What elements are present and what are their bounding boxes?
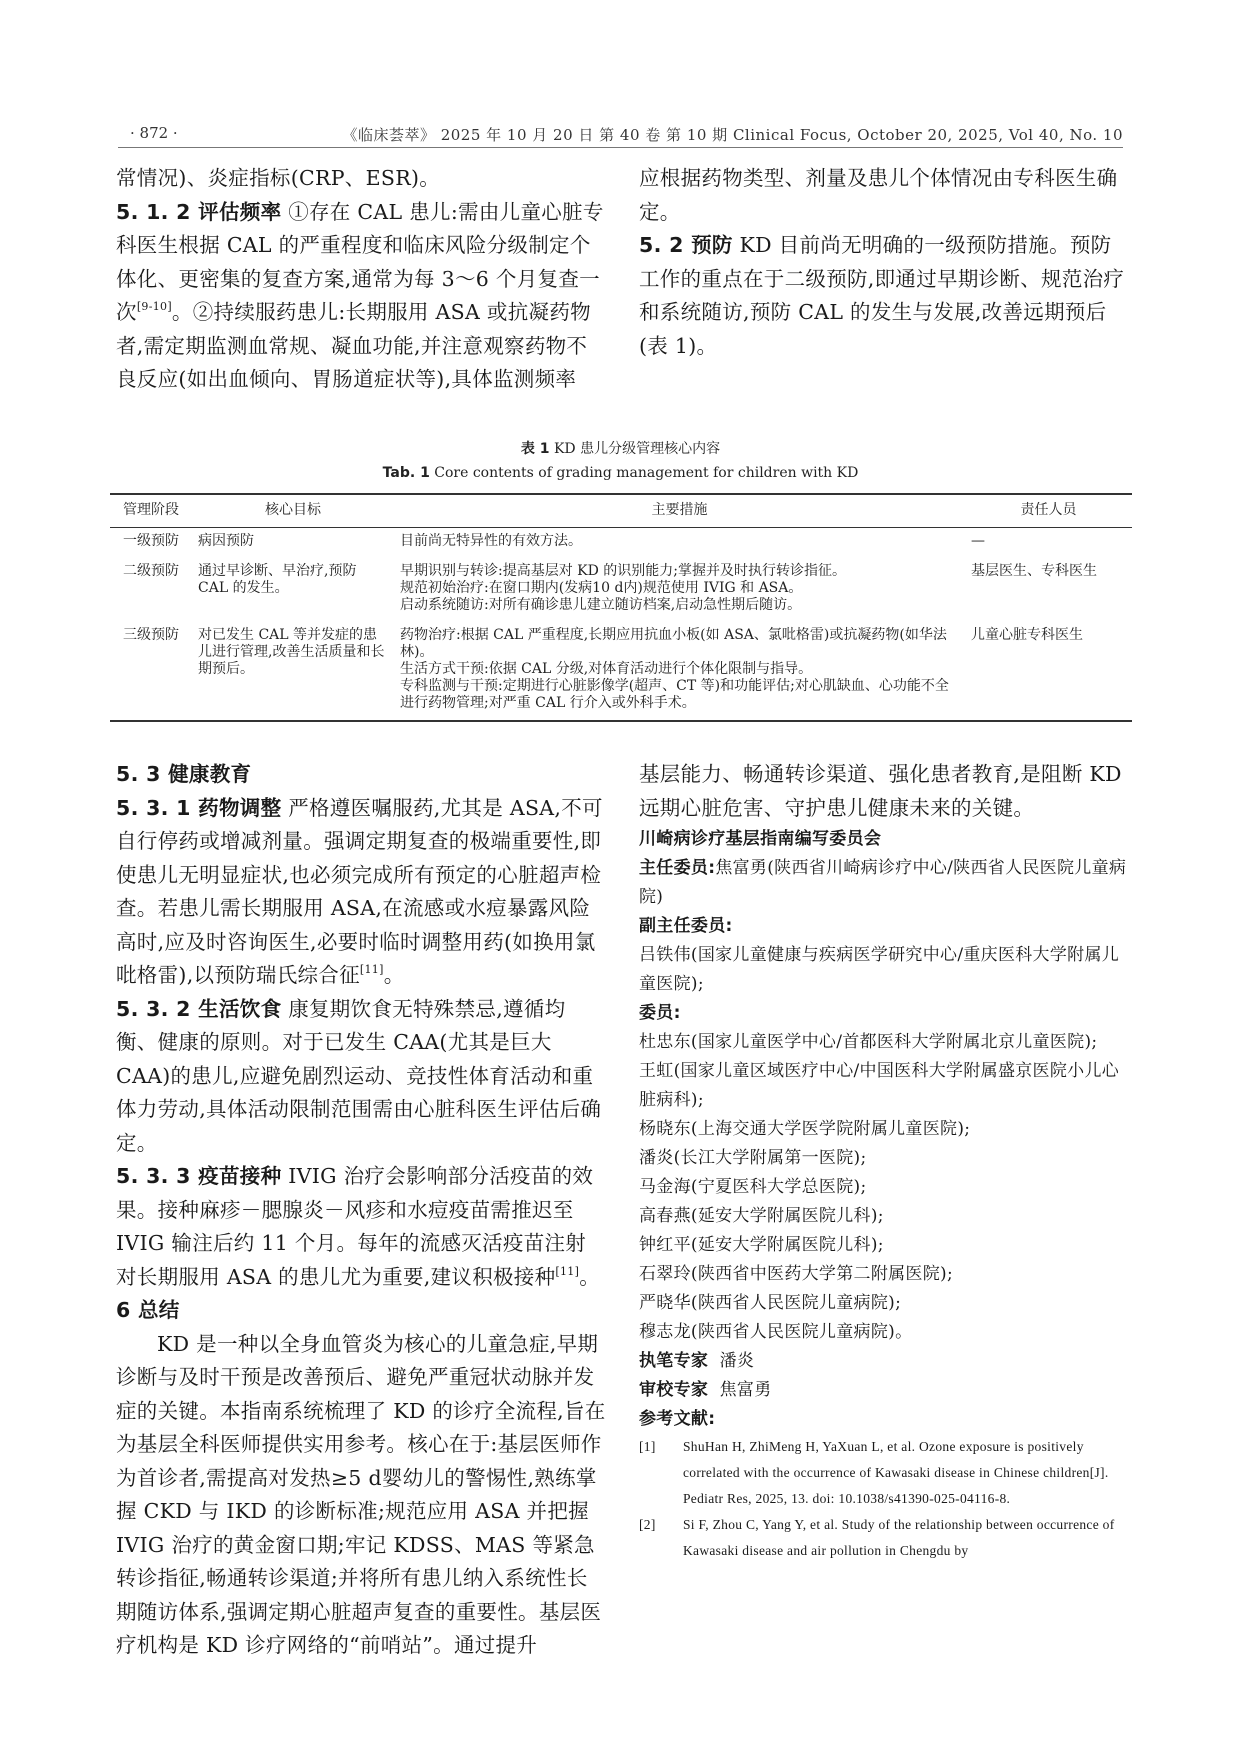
writer-label: 执笔专家 bbox=[639, 1351, 709, 1371]
table-row bbox=[110, 622, 1132, 721]
measures-cell bbox=[394, 622, 965, 721]
section-5-1-2 bbox=[116, 196, 606, 397]
measure-line: 规范初始治疗:在窗口期内(发病10 d内)规范使用 IVIG 和 ASA。 bbox=[400, 580, 803, 596]
table-caption-en bbox=[0, 465, 1241, 481]
committee-title: 川崎病诊疗基层指南编写委员会 bbox=[639, 829, 882, 849]
column-header: 管理阶段 bbox=[110, 494, 192, 528]
section-5-3-1 bbox=[116, 792, 606, 993]
measure-line: 药物治疗:根据 CAL 严重程度,长期应用抗血小板(如 ASA、氯吡格雷)或抗凝药物(如华法林)。 bbox=[400, 627, 947, 660]
bottom-left-column bbox=[116, 758, 606, 1663]
paragraph: 基层能力、畅通转诊渠道、强化患者教育,是阻断 KD 远期心脏危害、守护患儿健康未来的关键。 bbox=[639, 762, 1122, 820]
section-text: ①存在 CAL 患儿:需由儿童心脏专科医生根据 CAL 的严重程度和临床风险分级制定个体化、更密集的复查方案,通常为每 3～6 个月复查一次 bbox=[116, 199, 604, 324]
measures-cell bbox=[394, 528, 965, 559]
section-heading: 5. 3. 1 药物调整 bbox=[116, 795, 282, 820]
reference-text: ShuHan H, ZhiMeng H, YaXuan L, et al. Ozone exposure is positively correlated with the occurrence of Kawasaki disease in Chinese children[J]. Pediatr Res, 2025, 13. doi: 10.1038/s41390-025-04116-8. bbox=[683, 1439, 1109, 1506]
member-entry: 王虹(国家儿童区域医疗中心/中国医科大学附属盛京医院小儿心脏病科); bbox=[639, 1061, 1120, 1110]
measure-line: 启动系统随访:对所有确诊患儿建立随访档案,启动急性期后随访。 bbox=[400, 597, 802, 613]
reference-entry bbox=[639, 1512, 1129, 1564]
section-heading-6: 6 总结 bbox=[116, 1298, 180, 1322]
paragraph: 常情况)、炎症指标(CRP、ESR)。 bbox=[116, 166, 441, 190]
member-entry: 杨晓东(上海交通大学医学院附属儿童医院); bbox=[639, 1119, 971, 1139]
journal-citation: 《临床荟萃》 2025 年 10 月 20 日 第 40 卷 第 10 期 Clinical Focus, October 20, 2025, Vol 40, No. 10 bbox=[342, 126, 1123, 144]
reference-number: [2] bbox=[639, 1517, 656, 1532]
measure-line: 早期识别与转诊:提高基层对 KD 的识别能力;掌握并及时执行转诊指征。 bbox=[400, 563, 847, 579]
caption-text: KD 患儿分级管理核心内容 bbox=[549, 441, 721, 457]
citation: [9-10] bbox=[136, 300, 172, 313]
page-number: · 872 · bbox=[130, 124, 178, 142]
column-header: 主要措施 bbox=[394, 494, 965, 528]
section-5-3-3 bbox=[116, 1160, 606, 1294]
goal-cell: 通过早诊断、早治疗,预防 CAL 的发生。 bbox=[198, 563, 357, 596]
reference-number: [1] bbox=[639, 1439, 656, 1454]
responsible-cell: 儿童心脏专科医生 bbox=[965, 622, 1132, 721]
section-heading: 5. 3. 2 生活饮食 bbox=[116, 996, 282, 1021]
goal-cell: 对已发生 CAL 等并发症的患儿进行管理,改善生活质量和长期预后。 bbox=[192, 622, 394, 721]
citation: [11] bbox=[555, 1264, 580, 1278]
responsible-cell: 基层医生、专科医生 bbox=[971, 563, 1097, 579]
goal-cell: 病因预防 bbox=[198, 533, 254, 549]
paragraph: 应根据药物类型、剂量及患儿个体情况由专科医生确定。 bbox=[639, 166, 1118, 224]
running-header bbox=[118, 120, 1123, 148]
writer-entry bbox=[639, 1347, 1129, 1376]
section-text: KD 目前尚无明确的一级预防措施。预防工作的重点在于二级预防,即通过早期诊断、规范治疗和系统随访,预防 CAL 的发生与发展,改善远期预后(表 1)。 bbox=[639, 233, 1125, 358]
table-header-row bbox=[110, 494, 1132, 528]
stage-cell: 三级预防 bbox=[110, 622, 192, 721]
member-entry: 石翠玲(陕西省中医药大学第二附属医院); bbox=[639, 1264, 953, 1284]
reviewer-label: 审校专家 bbox=[639, 1380, 709, 1400]
table-caption-cn bbox=[0, 438, 1241, 458]
top-right-column bbox=[639, 162, 1129, 363]
member-entry: 杜忠东(国家儿童医学中心/首都医科大学附属北京儿童医院); bbox=[639, 1032, 1098, 1052]
column-header: 核心目标 bbox=[192, 494, 394, 528]
references-label: 参考文献: bbox=[639, 1409, 716, 1429]
member-entry: 马金海(宁夏医科大学总医院); bbox=[639, 1177, 867, 1197]
vice-chair-name: 吕铁伟(国家儿童健康与疾病医学研究中心/重庆医科大学附属儿童医院); bbox=[639, 945, 1120, 994]
table-row bbox=[110, 528, 1132, 559]
measure-line: 生活方式干预:依据 CAL 分级,对体育活动进行个体化限制与指导。 bbox=[400, 661, 813, 677]
column-header: 责任人员 bbox=[965, 494, 1132, 528]
section-heading: 5. 3. 3 疫苗接种 bbox=[116, 1164, 282, 1188]
member-entry: 穆志龙(陕西省人民医院儿童病院)。 bbox=[639, 1322, 913, 1342]
reviewer-name: 焦富勇 bbox=[719, 1380, 772, 1400]
summary-paragraph: KD 是一种以全身血管炎为核心的儿童急症,早期诊断与及时干预是改善预后、避免严重冠状动脉并发症的关键。本指南系统梳理了 KD 的诊疗全流程,旨在为基层全科医师提供实用参考。核心在于:基层医师作为首诊者,需提高对发热≥5 d婴幼儿的警惕性,熟练掌握 CKD 与 IKD 的诊断标准;规范应用 ASA 并把握 IVIG 治疗的黄金窗口期;牢记 KDSS、MAS 等紧急转诊指征,畅通转诊渠道;并将所有患儿纳入系统性长期随访体系,强调定期心脏超声复查的重要性。基层医疗机构是 KD 诊疗网络的“前哨站”。通过提升 bbox=[116, 1331, 606, 1657]
section-text: 严格遵医嘱服药,尤其是 ASA,不可自行停药或增减剂量。强调定期复查的极端重要性,即使患儿无明显症状,也必须完成所有预定的心脏超声检查。若患儿需长期服用 ASA,在流感或水痘暴露风险高时,应及时咨询医生,必要时临时调整用药(如换用氯吡格雷),以预防瑞氏综合征 bbox=[116, 795, 603, 987]
top-left-column bbox=[116, 162, 606, 397]
writer-name: 潘炎 bbox=[719, 1351, 755, 1371]
section-5-3-2 bbox=[116, 993, 606, 1161]
member-entry: 严晓华(陕西省人民医院儿童病院); bbox=[639, 1293, 902, 1313]
chair-entry bbox=[639, 854, 1129, 912]
section-text: 。 bbox=[383, 963, 405, 987]
member-entry: 潘炎(长江大学附属第一医院); bbox=[639, 1148, 867, 1168]
caption-text: Core contents of grading management for children with KD bbox=[429, 465, 859, 481]
reviewer-entry bbox=[639, 1376, 1129, 1405]
stage-cell: 一级预防 bbox=[123, 533, 179, 549]
caption-label: 表 1 bbox=[520, 441, 550, 457]
stage-cell: 二级预防 bbox=[123, 563, 179, 579]
committee-block bbox=[639, 825, 1129, 1434]
section-text: 康复期饮食无特殊禁忌,遵循均衡、健康的原则。对于已发生 CAA(尤其是巨大 CAA)的患儿,应避免剧烈运动、竞技性体育活动和重体力劳动,具体活动限制范围需由心脏科医生评估后确定。 bbox=[116, 996, 602, 1155]
section-heading: 5. 2 预防 bbox=[639, 233, 733, 257]
vice-chair-label: 副主任委员: bbox=[639, 916, 733, 936]
members-label: 委员: bbox=[639, 1003, 681, 1023]
section-text: 。 bbox=[579, 1264, 600, 1289]
grading-management-table bbox=[110, 493, 1132, 722]
caption-label: Tab. 1 bbox=[382, 465, 430, 481]
reference-entry bbox=[639, 1434, 1129, 1512]
section-text: 。②持续服药患儿:长期服用 ASA 或抗凝药物者,需定期监测血常规、凝血功能,并注意观察药物不良反应(如出血倾向、胃肠道症状等),具体监测频率 bbox=[116, 300, 591, 391]
section-heading: 5. 1. 2 评估频率 bbox=[116, 199, 282, 224]
member-entry: 钟红平(延安大学附属医院儿科); bbox=[639, 1235, 884, 1255]
member-entry: 高春燕(延安大学附属医院儿科); bbox=[639, 1206, 884, 1226]
bottom-right-column bbox=[639, 758, 1129, 1564]
responsible-cell: — bbox=[971, 533, 985, 549]
measures-cell bbox=[394, 558, 965, 622]
citation: [11] bbox=[359, 963, 384, 976]
section-heading-5-3: 5. 3 健康教育 bbox=[116, 762, 252, 786]
chair-label: 主任委员: bbox=[639, 858, 716, 878]
header-rule bbox=[118, 147, 1123, 148]
section-text: IVIG 治疗会影响部分活疫苗的效果。接种麻疹－腮腺炎－风疹和水痘疫苗需推迟至 IVIG 输注后约 11 个月。每年的流感灭活疫苗注射对长期服用 ASA 的患儿尤为重要,建议积极接种 bbox=[116, 1164, 594, 1289]
reference-text: Si F, Zhou C, Yang Y, et al. Study of the relationship between occurrence of Kawasaki disease and air pollution in Chengdu by bbox=[683, 1517, 1115, 1558]
chair-name: 焦富勇(陕西省川崎病诊疗中心/陕西省人民医院儿童病院) bbox=[639, 858, 1127, 907]
table-row bbox=[110, 558, 1132, 622]
measure-line: 专科监测与干预:定期进行心脏影像学(超声、CT 等)和功能评估;对心肌缺血、心功能不全进行药物管理;对严重 CAL 行介入或外科手术。 bbox=[400, 678, 949, 711]
measure-line: 目前尚无特异性的有效方法。 bbox=[400, 533, 582, 549]
section-5-2 bbox=[639, 229, 1129, 363]
